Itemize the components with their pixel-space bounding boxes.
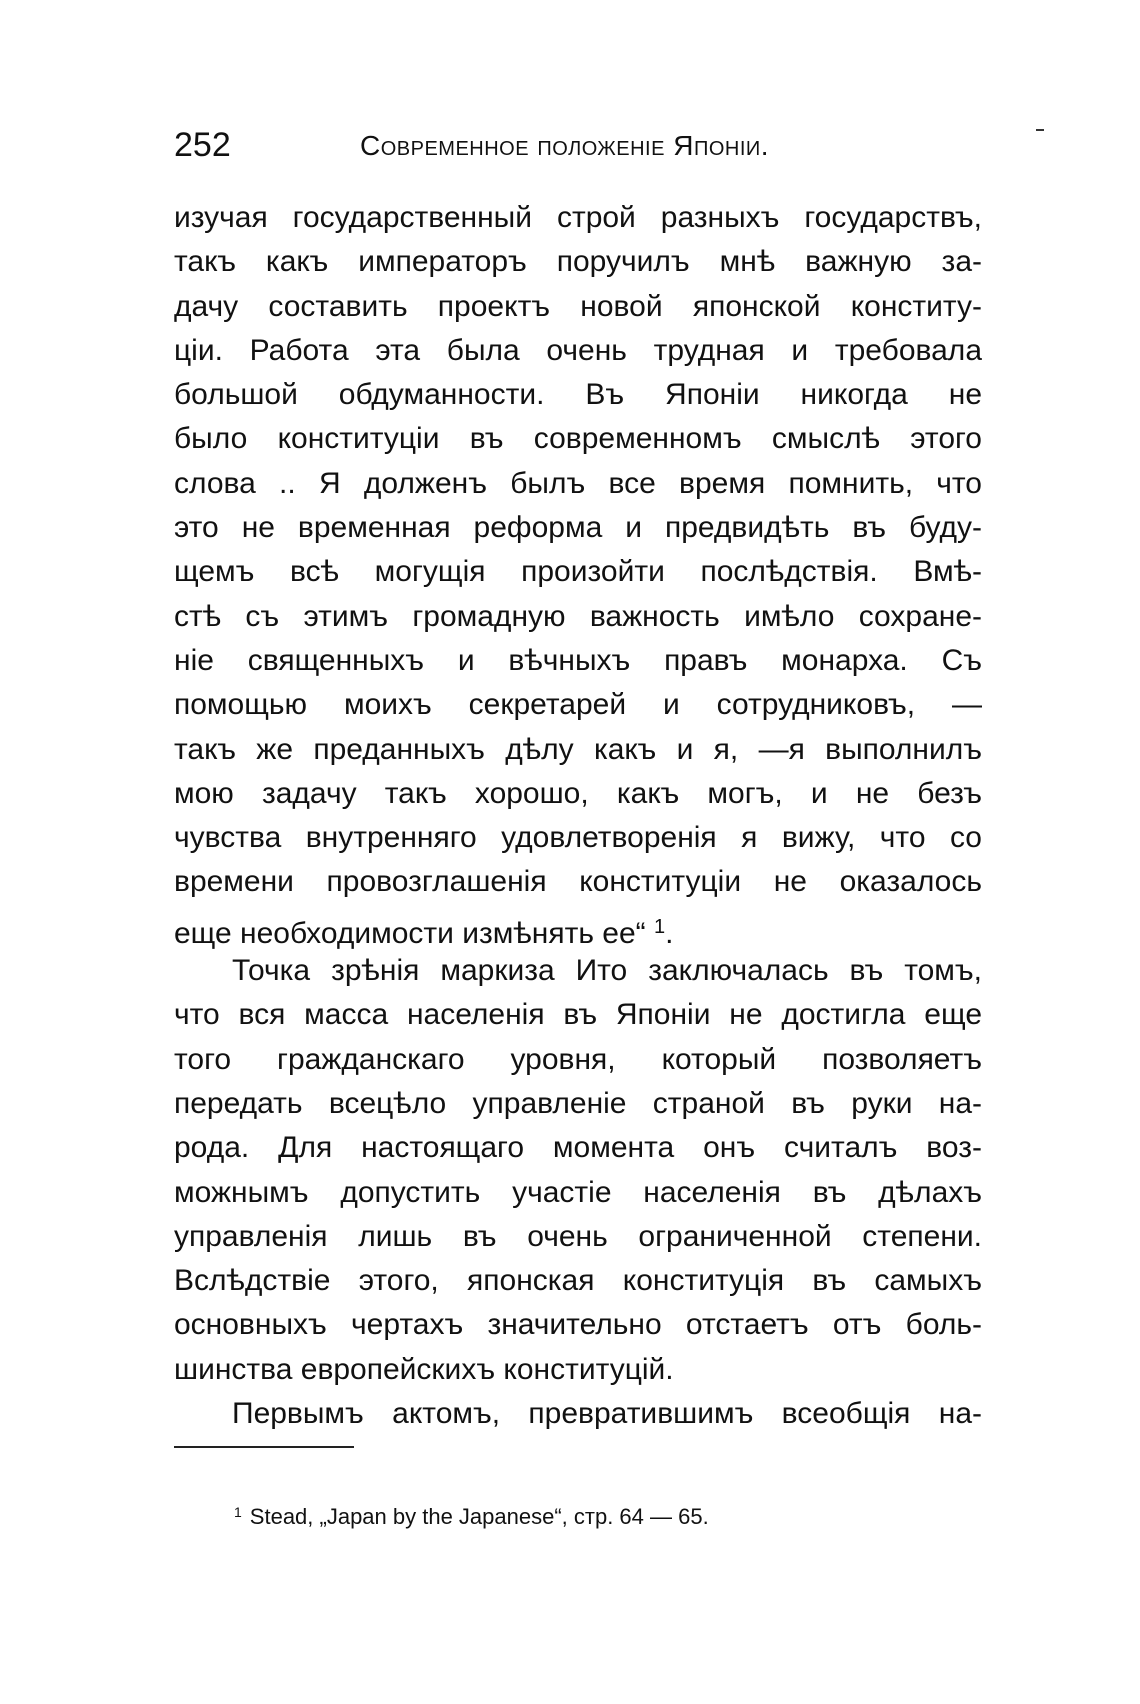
text-line: что вся масса населенія въ Японіи не достигла еще (174, 998, 982, 1032)
text-line: помощью моихъ секретарей и сотрудниковъ, — (174, 688, 982, 722)
text-line: передать всецѣло управленіе страной въ руки на- (174, 1086, 982, 1120)
text-line: времени провозглашенія конституціи не оказалось (174, 865, 982, 899)
text-line: изучая государственный строй разныхъ государствъ, (174, 201, 982, 234)
footnote-text: Stead, „Japan by the Japanese“, стр. 64 — 65. (249, 1504, 709, 1529)
text-line: мою задачу такъ хорошо, какъ могъ, и не безъ (174, 776, 982, 810)
text-line: было конституціи въ современномъ смыслѣ этого (174, 422, 982, 456)
text-line-with-footnote (174, 905, 982, 949)
text-line: ціи. Работа эта была очень трудная и требовала (174, 333, 982, 367)
text-line-content: еще необходимости измѣнять ее“ (174, 916, 646, 950)
footnote-reference: 1 (654, 915, 666, 938)
text-line: управленія лишь въ очень ограниченной степени. (174, 1219, 982, 1253)
text-line: шинства европейскихъ конституцій. (174, 1352, 674, 1386)
text-line: такъ же преданныхъ дѣлу какъ и я, —я выполнилъ (174, 732, 982, 766)
text-line: ніе священныхъ и вѣчныхъ правъ монарха. Съ (174, 643, 982, 677)
text-line: основныхъ чертахъ значительно отстаетъ отъ боль- (174, 1308, 982, 1342)
paragraph-first-line: Точка зрѣнія маркиза Ито заключалась въ томъ, (232, 954, 982, 988)
text-line: чувства внутренняго удовлетворенія я вижу, что со (174, 821, 982, 855)
footnote-divider (174, 1446, 354, 1448)
text-line: можнымъ допустить участіе населенія въ дѣлахъ (174, 1175, 982, 1209)
paragraph-first-line: Первымъ актомъ, превратившимъ всеобщія на- (232, 1397, 982, 1431)
text-line: слова .. Я долженъ былъ все время помнить, что (174, 466, 982, 500)
text-line: Вслѣдствіе этого, японская конституція въ самыхъ (174, 1264, 982, 1298)
text-line: того гражданскаго уровня, который позволяетъ (174, 1042, 982, 1076)
text-line: такъ какъ императоръ поручилъ мнѣ важную за- (174, 245, 982, 279)
footnote (234, 1504, 709, 1530)
body-text (174, 196, 982, 1436)
text-line: рода. Для настоящаго момента онъ считалъ воз- (174, 1131, 982, 1165)
stray-mark (1036, 129, 1044, 131)
page-number: 252 (174, 126, 231, 164)
footnote-mark: 1 (234, 1504, 242, 1520)
text-line: это не временная реформа и предвидѣть въ буду- (174, 511, 982, 545)
running-title: Современное положеніе Японіи. (360, 130, 770, 161)
text-line: стѣ съ этимъ громадную важность имѣло сохране- (174, 599, 982, 633)
text-line: дачу составить проектъ новой японской конститу- (174, 289, 982, 323)
page-header (174, 126, 974, 170)
text-line: большой обдуманности. Въ Японіи никогда не (174, 378, 982, 412)
text-line: щемъ всѣ могущія произойти послѣдствія. Вмѣ- (174, 555, 982, 589)
footnote-reference-tail: . (665, 916, 674, 950)
